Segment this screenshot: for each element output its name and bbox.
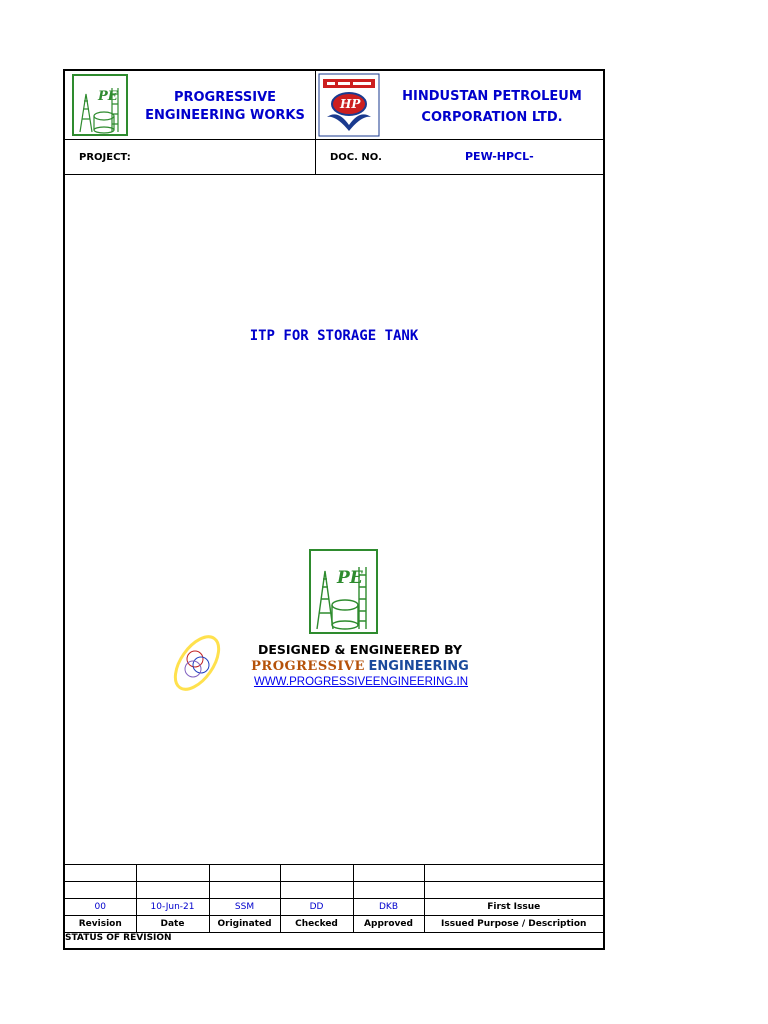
table-cell — [424, 865, 603, 882]
left-company-name: PROGRESSIVE ENGINEERING WORKS — [145, 90, 305, 123]
designed-by-text: DESIGNED & ENGINEERED BY — [257, 642, 463, 657]
table-cell — [136, 882, 209, 899]
brand-wordmark — [249, 658, 471, 674]
document-title: ITP FOR STORAGE TANK — [249, 328, 419, 344]
table-cell — [65, 882, 136, 899]
column-header-date: Date — [136, 916, 209, 933]
table-cell — [209, 882, 280, 899]
svg-text:HP: HP — [340, 97, 361, 111]
revision-header-row — [65, 916, 603, 933]
hp-logo-icon — [318, 73, 380, 137]
project-row — [65, 140, 603, 175]
brand-part2: ENGINEERING — [368, 659, 469, 674]
table-cell — [280, 882, 353, 899]
table-cell — [136, 865, 209, 882]
column-header-description: Issued Purpose / Description — [424, 916, 603, 933]
table-cell — [209, 865, 280, 882]
decorative-orbit-icon — [165, 631, 229, 695]
doc-no-label: DOC. NO. — [330, 152, 382, 163]
column-header-originated: Originated — [209, 916, 280, 933]
column-header-revision: Revision — [65, 916, 136, 933]
revision-number: 00 — [65, 899, 136, 916]
table-cell — [353, 865, 424, 882]
revision-table — [65, 864, 603, 933]
brand-part1: PROGRESSIVE — [251, 659, 365, 674]
status-of-revision-label: STATUS OF REVISION — [65, 933, 172, 943]
revision-originated: SSM — [209, 899, 280, 916]
table-cell — [280, 865, 353, 882]
right-company-name: HINDUSTAN PETROLEUM CORPORATION LTD. — [402, 89, 582, 125]
column-header-approved: Approved — [353, 916, 424, 933]
table-cell — [424, 882, 603, 899]
revision-row-empty — [65, 882, 603, 899]
revision-row-empty — [65, 865, 603, 882]
left-company-cell — [135, 71, 316, 139]
pe-logo-small-icon — [72, 74, 128, 136]
hp-logo-cell — [316, 71, 381, 139]
table-cell — [353, 882, 424, 899]
table-cell — [65, 865, 136, 882]
pe-logo-cell — [65, 71, 135, 139]
svg-text:PE: PE — [98, 89, 118, 104]
revision-description: First Issue — [424, 899, 603, 916]
revision-row — [65, 899, 603, 916]
project-divider — [315, 140, 316, 174]
revision-date: 10-Jun-21 — [136, 899, 209, 916]
revision-checked: DD — [280, 899, 353, 916]
pe-logo-large-icon — [309, 549, 378, 634]
document-sheet — [63, 69, 605, 950]
header-band — [65, 71, 603, 140]
right-company-cell — [381, 71, 603, 139]
svg-text:PE: PE — [337, 568, 363, 588]
column-header-checked: Checked — [280, 916, 353, 933]
website-link[interactable]: WWW.PROGRESSIVEENGINEERING.IN — [253, 676, 469, 688]
project-label: PROJECT: — [79, 152, 131, 163]
doc-no-value: PEW-HPCL- — [465, 150, 534, 163]
revision-approved: DKB — [353, 899, 424, 916]
